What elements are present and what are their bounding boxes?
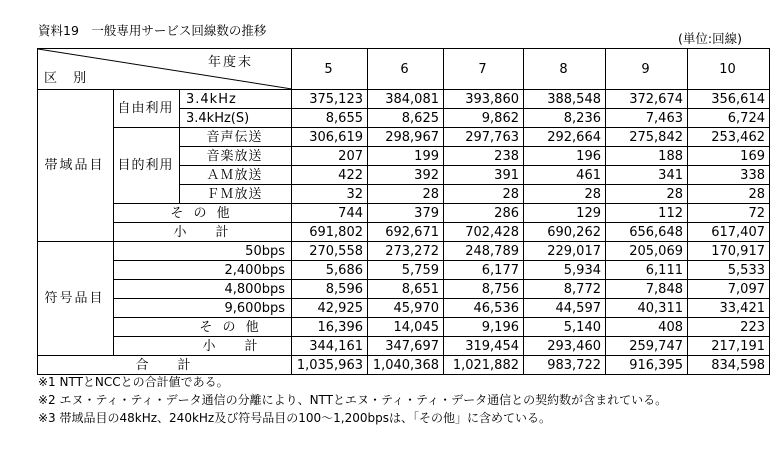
year-7: 7 [444,49,524,90]
row-label: 3.4kHz [180,90,292,109]
document-title: 資料19 一般専用サービス回線数の推移 [38,23,267,38]
table-row [38,223,770,242]
cell: 7,463 [606,109,688,128]
header-row [38,49,770,90]
cell: 9,862 [444,109,524,128]
cell: 169 [688,147,770,166]
table-row [38,261,770,280]
row-label: 小 計 [114,337,292,356]
cell: 286 [444,204,524,223]
year-5: 5 [292,49,368,90]
cell: 275,842 [606,128,688,147]
cell: 916,395 [606,356,688,375]
cell: 6,111 [606,261,688,280]
note-3: ※3 帯域品目の48kHz、240kHz及び符号品目の100～1,200bpsは、「その他」に含めている。 [38,411,551,425]
row-label: 9,600bps [114,299,292,318]
cell: 297,763 [444,128,524,147]
data-table [37,48,770,375]
cell: 5,140 [524,318,606,337]
cell: 5,759 [368,261,444,280]
cell: 834,598 [688,356,770,375]
cell: 129 [524,204,606,223]
cell: 356,614 [688,90,770,109]
free-use-group: 自由利用 [114,90,180,128]
note-1: ※1 NTTとNCCとの合計値である。 [38,375,229,389]
cell: 744 [292,204,368,223]
total-row [38,356,770,375]
cell: 8,596 [292,280,368,299]
cell: 46,536 [444,299,524,318]
cell: 273,272 [368,242,444,261]
cell: 8,236 [524,109,606,128]
row-label: 音声伝送 [180,128,292,147]
category-header: 区 別 [44,71,93,86]
cell: 384,081 [368,90,444,109]
note-2: ※2 エヌ・ティ・ティ・データ通信の分離により、NTTとエヌ・ティ・ティ・データ通信との契約数が含まれている。 [38,393,668,407]
cell: 422 [292,166,368,185]
row-label: 音楽放送 [180,147,292,166]
cell: 32 [292,185,368,204]
year-8: 8 [524,49,606,90]
cell: 28 [444,185,524,204]
cell: 248,789 [444,242,524,261]
cell: 1,040,368 [368,356,444,375]
cell: 293,460 [524,337,606,356]
cell: 1,035,963 [292,356,368,375]
cell: 28 [524,185,606,204]
cell: 199 [368,147,444,166]
row-label: ＡＭ放送 [180,166,292,185]
row-label: 3.4kHz(S) [180,109,292,128]
cell: 196 [524,147,606,166]
cell: 8,625 [368,109,444,128]
cell: 33,421 [688,299,770,318]
row-label: 50bps [114,242,292,261]
cell: 259,747 [606,337,688,356]
cell: 983,722 [524,356,606,375]
cell: 7,097 [688,280,770,299]
cell: 6,724 [688,109,770,128]
cell: 392 [368,166,444,185]
table-row [38,204,770,223]
cell: 344,161 [292,337,368,356]
year-6: 6 [368,49,444,90]
cell: 9,196 [444,318,524,337]
table-row [38,280,770,299]
cell: 298,967 [368,128,444,147]
cell: 238 [444,147,524,166]
cell: 253,462 [688,128,770,147]
cell: 461 [524,166,606,185]
cell: 8,655 [292,109,368,128]
cell: 656,648 [606,223,688,242]
cell: 28 [688,185,770,204]
row-label: 4,800bps [114,280,292,299]
cell: 393,860 [444,90,524,109]
cell: 45,970 [368,299,444,318]
table-row [38,337,770,356]
cell: 217,191 [688,337,770,356]
cell: 691,802 [292,223,368,242]
cell: 8,772 [524,280,606,299]
cell: 40,311 [606,299,688,318]
cell: 6,177 [444,261,524,280]
header-diagonal-cell [38,49,292,90]
cell: 112 [606,204,688,223]
code-category: 符号品目 [38,242,114,356]
cell: 188 [606,147,688,166]
cell: 207 [292,147,368,166]
cell: 229,017 [524,242,606,261]
table-row [38,90,770,109]
cell: 306,619 [292,128,368,147]
year-10: 10 [688,49,770,90]
cell: 379 [368,204,444,223]
cell: 14,045 [368,318,444,337]
unit-label: (単位:回線) [678,31,742,46]
table-row [38,128,770,147]
cell: 408 [606,318,688,337]
cell: 391 [444,166,524,185]
cell: 16,396 [292,318,368,337]
cell: 28 [606,185,688,204]
cell: 617,407 [688,223,770,242]
row-label: 2,400bps [114,261,292,280]
cell: 319,454 [444,337,524,356]
cell: 170,917 [688,242,770,261]
cell: 338 [688,166,770,185]
cell: 42,925 [292,299,368,318]
purpose-use-group: 目的利用 [114,128,180,204]
cell: 347,697 [368,337,444,356]
cell: 375,123 [292,90,368,109]
cell: 28 [368,185,444,204]
cell: 372,674 [606,90,688,109]
row-label: そ の 他 [114,204,292,223]
notes [38,373,667,427]
row-label: ＦＭ放送 [180,185,292,204]
cell: 223 [688,318,770,337]
table-row [38,318,770,337]
cell: 292,664 [524,128,606,147]
row-label: そ の 他 [114,318,292,337]
cell: 205,069 [606,242,688,261]
cell: 8,756 [444,280,524,299]
row-label: 合 計 [38,356,292,375]
band-category: 帯域品目 [38,90,114,242]
cell: 1,021,882 [444,356,524,375]
cell: 5,934 [524,261,606,280]
year-9: 9 [606,49,688,90]
cell: 690,262 [524,223,606,242]
cell: 72 [688,204,770,223]
row-label: 小 計 [114,223,292,242]
cell: 341 [606,166,688,185]
cell: 5,686 [292,261,368,280]
cell: 270,558 [292,242,368,261]
cell: 5,533 [688,261,770,280]
year-header: 年度末 [208,55,254,70]
cell: 388,548 [524,90,606,109]
cell: 44,597 [524,299,606,318]
cell: 702,428 [444,223,524,242]
table-row [38,299,770,318]
cell: 692,671 [368,223,444,242]
cell: 7,848 [606,280,688,299]
cell: 8,651 [368,280,444,299]
table-row [38,242,770,261]
